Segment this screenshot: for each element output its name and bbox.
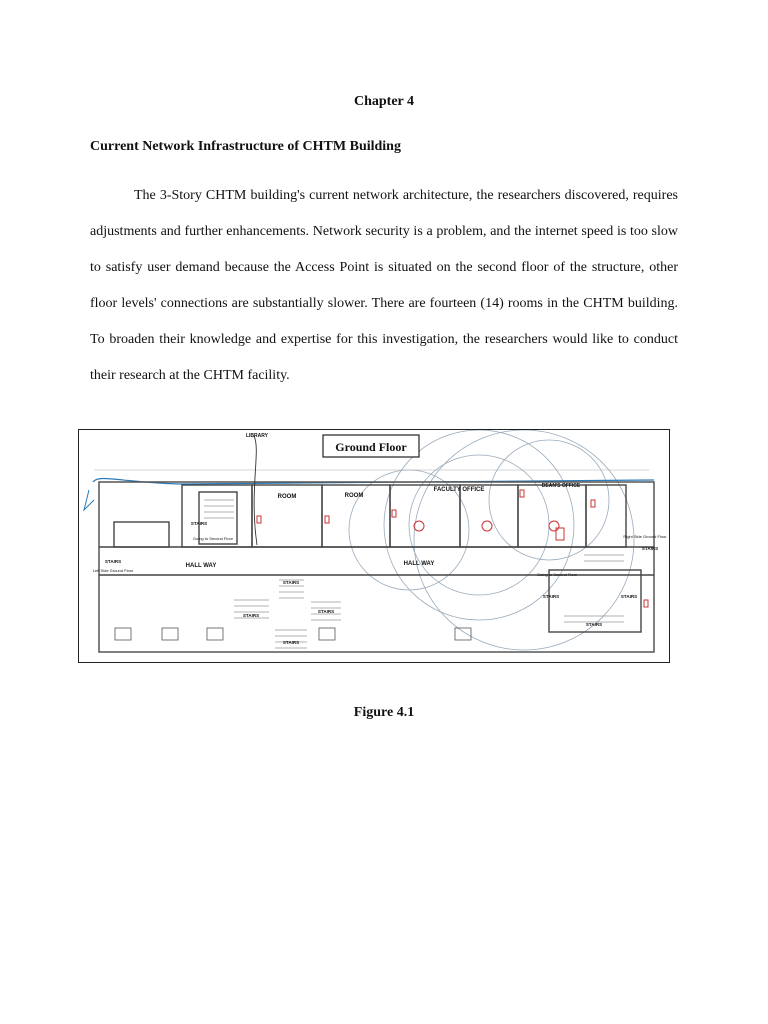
stairs-label: STAIRS <box>190 521 208 526</box>
going-second-floor-label: Going to Second Floor <box>192 536 234 541</box>
body-paragraph: The 3-Story CHTM building's current network architecture, the researchers discovered, requires adjustments and further enhancements. Network security is a problem, and the internet speed is too slow to satisfy user demand because the Access Point is situated on the second floor of the structure, other floor levels' connections are substantially slower. There are fourteen (14) rooms in the CHTM building. To broaden their knowledge and expertise for this investigation, the researchers would like to conduct their research at the CHTM facility. <box>90 188 678 383</box>
hallway-label: HALL WAY <box>403 561 435 567</box>
deans-office <box>518 485 586 547</box>
stairs-label: STAIRS <box>242 613 260 618</box>
room-1-label: ROOM <box>277 494 297 500</box>
faculty-office-label: FACULTY OFFICE <box>433 487 485 493</box>
stairs-label: STAIRS <box>282 580 300 585</box>
library-label: LIBRARY <box>245 433 269 439</box>
floor-plan-figure <box>78 429 670 663</box>
wifi-coverage-rings <box>349 430 634 650</box>
room-2-label: ROOM <box>344 493 364 499</box>
going-second-floor-label: Going to Second Floor <box>536 572 578 577</box>
floor-plan-drawing <box>79 430 670 663</box>
stairs-label: STAIRS <box>585 622 603 627</box>
deans-office-label: DEAN'S OFFICE <box>541 483 581 489</box>
stairs-label: STAIRS <box>317 609 335 614</box>
stairs-label: STAIRS <box>641 546 659 551</box>
figure-caption: Figure 4.1 <box>353 705 415 720</box>
stairs-label: STAIRS <box>620 594 638 599</box>
ground-floor-title: Ground Floor <box>335 440 407 454</box>
section-title: Current Network Infrastructure of CHTM Building <box>90 139 401 154</box>
stairs-label: STAIRS <box>282 640 300 645</box>
chapter-heading: Chapter 4 <box>353 94 415 109</box>
hallway-label: HALL WAY <box>185 563 217 569</box>
stairs-label: STAIRS <box>104 559 122 564</box>
left-side-label: Left Side Ground Floor <box>92 568 134 573</box>
stairs-label: STAIRS <box>542 594 560 599</box>
right-side-label: Right Side Ground Floor <box>623 534 667 539</box>
